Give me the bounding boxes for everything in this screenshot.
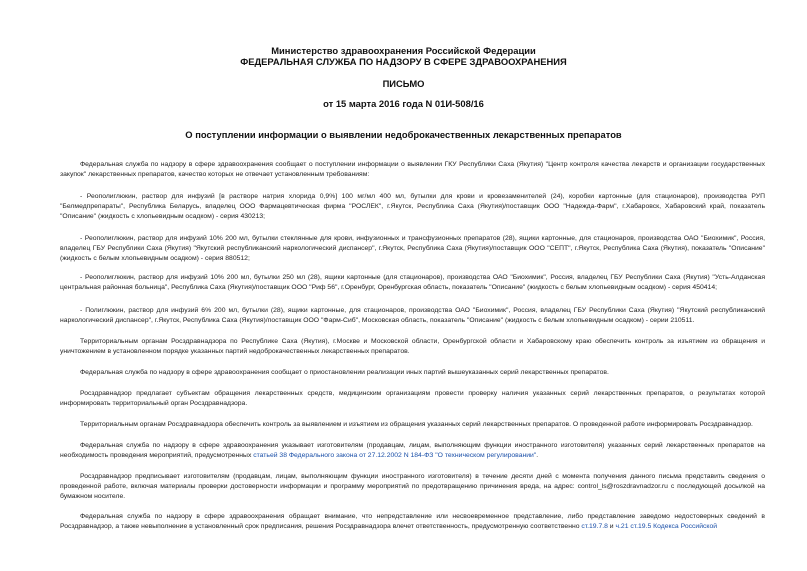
law-article-38-link[interactable]: статьей 38 Федерального закона от 27.12.2002 N 184-ФЗ "О техническом регулировании" bbox=[253, 452, 537, 459]
ministry-name: Министерство здравоохранения Российской Федерации bbox=[271, 45, 536, 56]
paragraph-territorial-report: Территориальным органам Росздравнадзора обеспечить контроль за выявлением и изъятием из обращения указанных серий лекарственных препаратов. О проведенной работе информировать Росздравнадзор. bbox=[80, 421, 753, 428]
paragraph-responsibility: Федеральная служба по надзору в сфере здравоохранения обращает внимание, что непредставление или несвоевременное представление, либо представление заведомо недостоверных сведений в Росздравнадзор, а также невыполнение в установленный срок предписания, решения Росздравнадзора влечет ответственность, предусмотренную соответственно ст.19.7.8 и ч.21 ст.19.5 Кодекса Российской bbox=[60, 513, 765, 530]
paragraph-intro: Федеральная служба по надзору в сфере здравоохранения сообщает о поступлении информации о выявлении ГКУ Республики Саха (Якутия) "Центр контроля качества лекарств и организации государственных закупок" лекарственных препаратов, качество которых не отвечает установленным требованиям: bbox=[60, 161, 765, 178]
list-item-4: - Полиглюкин, раствор для инфузий 6% 200 мл, бутылки (28), ящики картонные, для стационаров, производства ОАО "Биохимик", Россия, владелец ГБУ Республики Саха (Якутия) "Якутский республиканский наркологический диспансер", г.Якутск, Республика Саха (Якутия)/поставщик ООО "Фарм-Сиб", Московская область, показатель "Описание" (жидкость с белым хлопьевидным осадком) - серии 210511. bbox=[60, 307, 765, 324]
list-item-1: - Реополиглюкин, раствор для инфузий [в растворе натрия хлорида 0,9%] 100 мг/мл 400 мл, бутылки для крови и кровезаменителей (24), коробки картонные (для стационаров), производства РУП "Белмедпрепараты", Республика Беларусь, владелец ООО Фармацевтическая фирма "РОСЛЕК", г.Якутск, Республика Саха (Якутия)/поставщик ООО "Надежда-Фарм", г.Хабаровск, Хабаровский край, показатель "Описание" (жидкость с хлопьевидным осадком) - серия 430213; bbox=[60, 193, 765, 220]
service-name: ФЕДЕРАЛЬНАЯ СЛУЖБА ПО НАДЗОРУ В СФЕРЕ ЗДРАВООХРАНЕНИЯ bbox=[240, 56, 567, 67]
list-item-3: - Реополиглюкин, раствор для инфузий 10% 200 мл, бутылки 250 мл (28), ящики картонные (для стационаров), производства ОАО "Биохимик", Россия, владелец ГБУ Республики Саха (Якутия) "Усть-Алданская центральная районная больница", Республика Саха (Якутия)/поставщик ООО "Риф 56", г.Оренбург, Оренбургская область, показатель "Описание" (жидкость с белым хлопьевидным осадком) - серия 450414; bbox=[60, 274, 765, 291]
document-type: ПИСЬМО bbox=[382, 78, 425, 89]
paragraph-prescription: Росздравнадзор предписывает изготовителям (продавцам, лицам, выполняющим функции иностранного изготовителя) в течение десяти дней с момента получения данного письма представить сведения о проведенной работе, включая материалы проверки достоверности информации и программу мероприятий по предотвращению причинения вреда, на адрес: control_ls@roszdravnadzor.ru с последующей досылкой на бумажном носителе. bbox=[60, 473, 765, 500]
document-date-number: от 15 марта 2016 года N 01И-508/16 bbox=[323, 98, 484, 109]
paragraph-check-proposal: Росздравнадзор предлагает субъектам обращения лекарственных средств, медицинским организациям провести проверку наличия указанных серий лекарственных препаратов, о результатах которой информировать территориальный орган Росздравнадзора. bbox=[60, 390, 765, 407]
paragraph-territorial-control: Территориальным органам Росздравнадзора по Республике Саха (Якутия), г.Москве и Московской области, Оренбургской области и Хабаровскому краю обеспечить контроль за изъятием из обращения и уничтожением в установленном порядке указанных партий недоброкачественных лекарственных препаратов. bbox=[60, 338, 765, 355]
list-item-2: - Реополиглюкин, раствор для инфузий 10% 200 мл, бутылки стеклянные для крови, инфузионных и трансфузионных препаратов (28), ящики картонные, для стационаров, производства ОАО "Биохимик", Россия, владелец ГБУ Республики Саха (Якутия) "Якутский республиканский наркологический диспансер", г.Якутск, Республика Саха (Якутия)/поставщик ООО "СЕПТ", г.Якутск, Республика Саха (Якутия), показатель "Описание" (жидкость с белым хлопьевидным осадком) - серия 880512; bbox=[60, 235, 765, 262]
paragraph-suspension: Федеральная служба по надзору в сфере здравоохранения сообщает о приостановлении реализации иных партий вышеуказанных серий лекарственных препаратов. bbox=[80, 369, 609, 376]
koap-article-19-7-8-link[interactable]: ст.19.7.8 bbox=[581, 523, 608, 530]
paragraph-measures: Федеральная служба по надзору в сфере здравоохранения указывает изготовителям (продавцам, лицам, выполняющим функции иностранного изготовителя) указанных серий лекарственных препаратов на необходимость проведения мероприятий, предусмотренных статьей 38 Федерального закона от 27.12.2002 N 184-ФЗ "О техническом регулировании". bbox=[60, 442, 765, 459]
document-title: О поступлении информации о выявлении недоброкачественных лекарственных препаратов bbox=[185, 129, 622, 140]
koap-article-19-5-link[interactable]: ч.21 ст.19.5 Кодекса Российской bbox=[615, 523, 718, 530]
